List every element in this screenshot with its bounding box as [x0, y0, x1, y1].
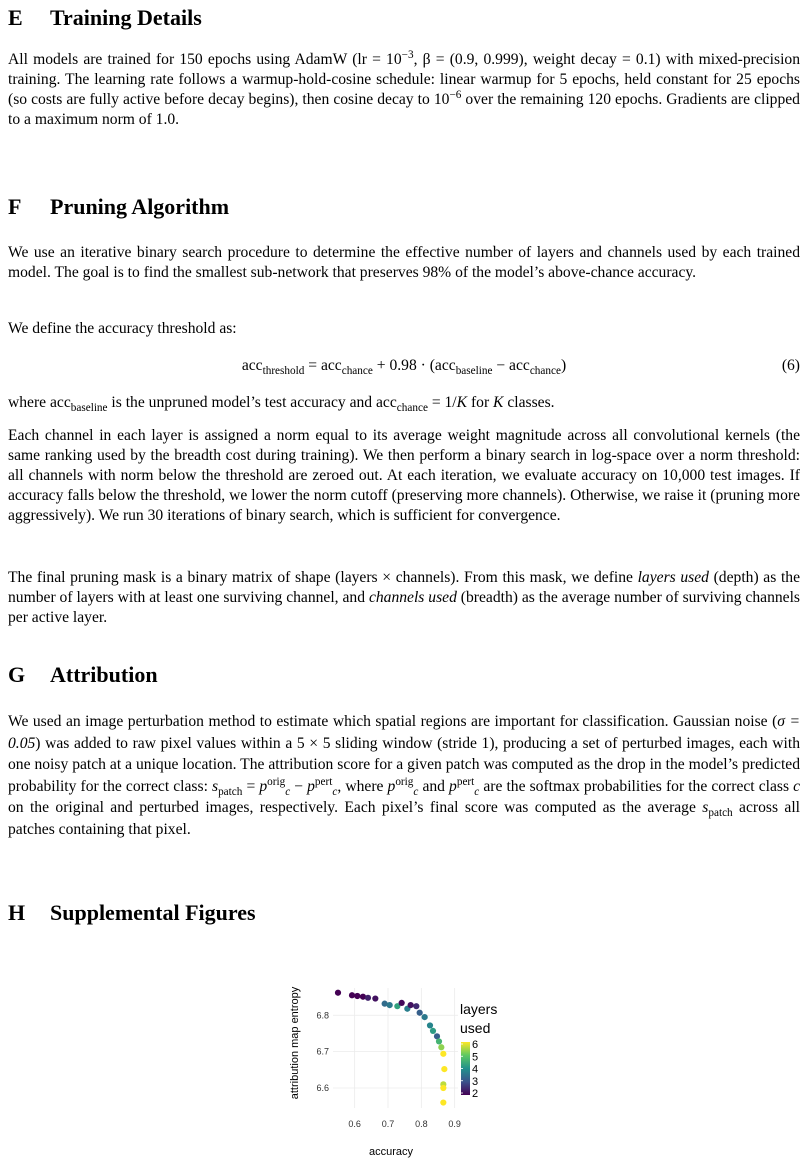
legend-tick-label: 5: [472, 1051, 479, 1064]
scatter-point: [440, 1099, 446, 1105]
section-heading-e: E Training Details: [8, 5, 202, 30]
scatter-point: [387, 1002, 393, 1008]
scatter-point: [354, 993, 360, 999]
scatter-point: [349, 992, 355, 998]
scatter-point: [417, 1010, 423, 1016]
section-heading-h: H Supplemental Figures: [8, 900, 256, 925]
scatter-point: [436, 1038, 442, 1044]
scatter-point: [422, 1014, 428, 1020]
x-tick-label: 0.7: [381, 1119, 395, 1129]
legend-tick-label: 6: [472, 1039, 479, 1051]
legend-title: layers: [460, 1001, 498, 1017]
section-heading-f: F Pruning Algorithm: [8, 194, 230, 219]
scatter-point: [408, 1002, 414, 1008]
legend-title: used: [460, 1020, 491, 1036]
scatter-point: [365, 995, 371, 1001]
legend-tick-label: 2: [472, 1088, 479, 1100]
scatter-point: [430, 1028, 436, 1034]
y-tick-label: 6.8: [316, 1010, 329, 1021]
attribution-paragraph: We used an image perturbation method to estimate which spatial regions are important for classification. Gaussian noise (σ = 0.05) was added to raw pixel values within a 5 × 5 sliding window (stride 1), producing a set of perturbed images, each with one noisy patch at a unique location. The attribution score for a given patch was computed as the drop in the model’s predicted probability for the correct class: $s_{patch} = p^{orig}_c - p^{pert}_c$, where $p^{orig}_c$ and $p^{pert}_c$ are the softmax probabilities for the correct class c on the original and perturbed images, respectively. Each pixel’s final score was computed as the average $s_{patch}$ across all patches containing that pixel.: [8, 713, 801, 838]
y-axis-label: attribution map entropy: [289, 986, 301, 1100]
section-heading-g: G Attribution: [8, 662, 158, 687]
y-tick-label: 6.7: [316, 1046, 329, 1057]
scatter-point: [438, 1044, 444, 1050]
equation-number: (6): [781, 357, 800, 374]
x-tick-label: 0.8: [415, 1119, 428, 1129]
threshold-definition-paragraph: We define the accuracy threshold as:: [8, 320, 237, 337]
legend-tick-label: 3: [472, 1075, 479, 1088]
scatter-point: [440, 1051, 446, 1057]
x-tick-label: 0.9: [448, 1119, 461, 1129]
accuracy-baseline-paragraph: where acc$_{baseline}$ is the unpruned model’s test accuracy and acc$_{chance}$ = 1/K for K classes.: [8, 394, 555, 415]
pruning-intro-paragraph: We use an iterative binary search procedure to determine the effective number of layers and channels used by each trained model. The goal is to find the smallest sub-network that preserves 98% of the model’s above-chance accuracy.: [8, 244, 800, 281]
x-tick-label: 0.6: [348, 1119, 361, 1129]
scatter-point: [441, 1066, 447, 1072]
scatter-point: [427, 1022, 433, 1028]
scatter-point: [372, 995, 378, 1001]
binary-search-paragraph: Each channel in each layer is assigned a norm equal to its average weight magnitude across all convolutional kernels (the same ranking used by the breadth cost during training). We then perform a binary search in log-space over a norm threshold: all channels with norm below the threshold are zeroed out. At each iteration, we evaluate accuracy on 10,000 test images. If accuracy falls below the threshold, we lower the norm cutoff (preserving more channels). Otherwise, we raise it (pruning more aggressively). We run 30 iterations of binary search, which is sufficient for convergence.: [8, 427, 800, 524]
scatter-point: [399, 1000, 405, 1006]
x-axis-label: accuracy: [368, 1146, 414, 1158]
pruning-mask-paragraph: The final pruning mask is a binary matrix of shape (layers × channels). From this mask, we define layers used (depth) as the number of layers with at least one surviving channel, and channels used (breadth) as the average number of surviving channels per active layer.: [8, 569, 800, 626]
scatter-point: [335, 990, 341, 996]
scatter-point: [440, 1085, 446, 1091]
training-details-paragraph: All models are trained for 150 epochs using AdamW ($lr = 10^{-3}$, β = (0.9, 0.999), weight decay = 0.1) with mixed-precision training. The learning rate follows a warmup-hold-cosine schedule: linear warmup for 5 epochs, held constant for 25 epochs (so costs are fully active before decay begins), then cosine decay to $10^{-6}$ over the remaining 120 epochs. Gradients are clipped to a maximum norm of 1.0.: [8, 48, 801, 128]
y-tick-label: 6.6: [316, 1083, 329, 1093]
legend-tick-label: 4: [472, 1063, 479, 1076]
equation-6: acc$_{threshold}$ = acc$_{chance}$ + 0.98 · (acc$_{baseline}$ − acc$_{chance}$) (6): [241, 357, 800, 378]
scatter-point: [413, 1003, 419, 1009]
